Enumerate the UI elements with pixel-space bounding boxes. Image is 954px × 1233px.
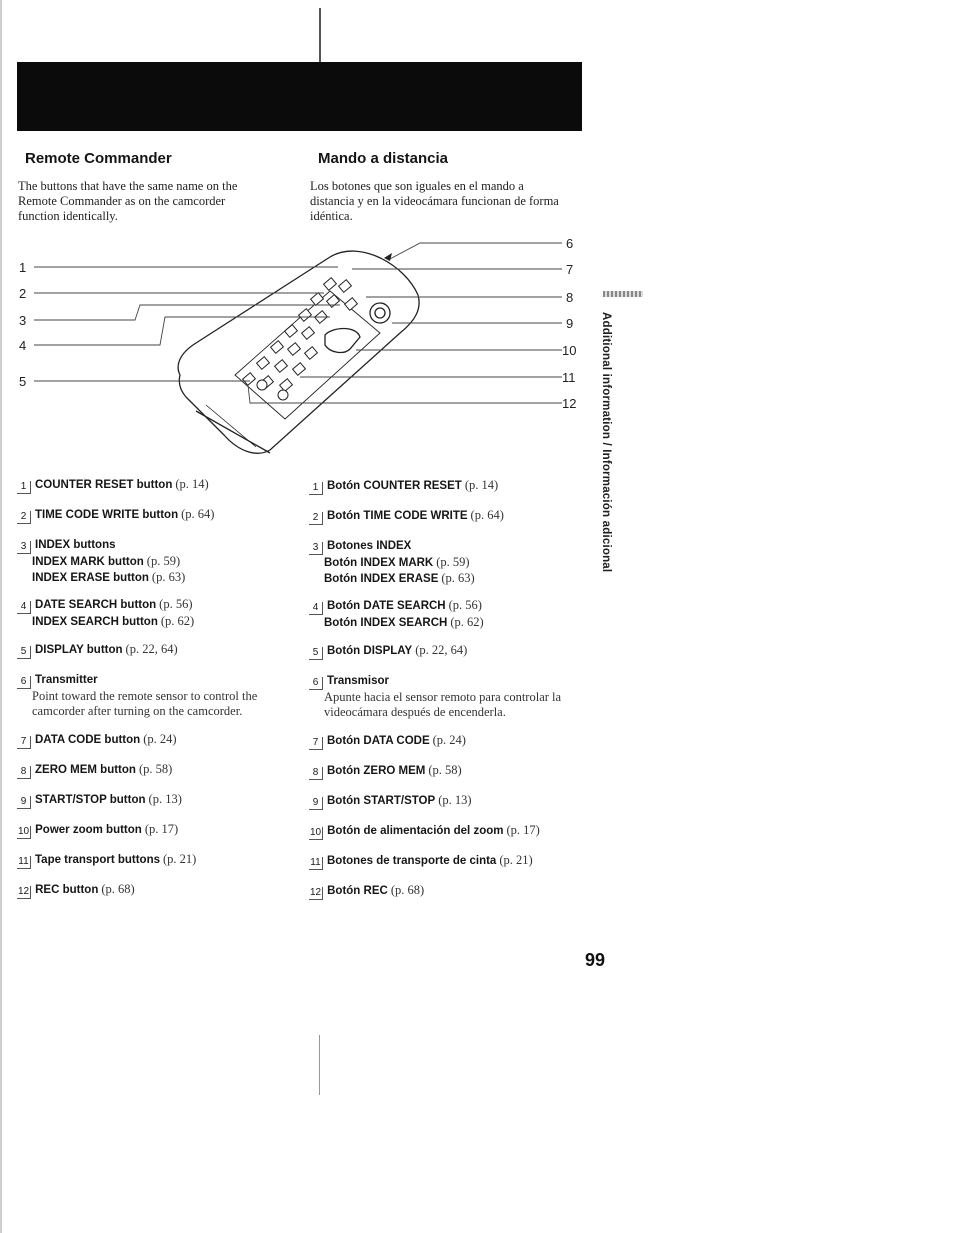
- item-page-ref: (p. 13): [148, 792, 182, 806]
- binding-edge: [0, 0, 2, 1233]
- callout-9: 9: [566, 316, 574, 331]
- item-number: 11: [17, 856, 31, 869]
- list-item: [17, 732, 287, 749]
- item-sub-entry: [17, 614, 287, 630]
- item-number: 1: [17, 481, 31, 494]
- callout-11: 11: [562, 370, 576, 385]
- item-sub-entry: [309, 555, 579, 571]
- intro-en: The buttons that have the same name on the Remote Commander as on the camcorder function identically.: [18, 179, 238, 223]
- list-item: [17, 822, 287, 839]
- list-item: [309, 643, 579, 660]
- callout-5: 5: [19, 374, 27, 389]
- item-sub-page-ref: (p. 62): [450, 615, 484, 629]
- item-label: Botón DATE SEARCH: [327, 600, 446, 612]
- list-item: [17, 792, 287, 809]
- item-page-ref: (p. 14): [464, 478, 499, 492]
- list-item: [17, 537, 287, 586]
- item-label: START/STOP button: [35, 794, 146, 806]
- side-tab-marker: [603, 291, 643, 297]
- item-description: Apunte hacia el sensor remoto para controlar la videocámara después de encenderla.: [324, 690, 562, 719]
- list-item: [17, 852, 287, 869]
- callout-3: 3: [19, 313, 27, 328]
- item-label: Botón de alimentación del zoom: [327, 825, 504, 837]
- item-number: 10: [18, 826, 30, 837]
- item-sub-page-ref: (p. 63): [151, 570, 186, 584]
- item-description: Point toward the remote sensor to control the camcorder after turning on the camcorder.: [32, 689, 258, 718]
- list-item: [309, 823, 579, 840]
- item-sub-page-ref: (p. 59): [436, 555, 470, 569]
- item-number: 2: [309, 512, 323, 525]
- page-number: 99: [585, 950, 606, 970]
- item-number: 9: [309, 797, 323, 810]
- item-sub-entry: [17, 554, 287, 570]
- callout-12: 12: [562, 396, 577, 411]
- list-item: [309, 478, 579, 495]
- item-page-ref: (p. 64): [470, 508, 504, 522]
- power-zoom-rocker: [325, 329, 360, 353]
- section-title-es: Mando a distancia: [318, 150, 449, 167]
- start-stop-button: [370, 303, 390, 323]
- item-page-ref: (p. 24): [143, 732, 177, 746]
- item-sub-label: INDEX ERASE button: [32, 572, 149, 584]
- item-label: COUNTER RESET button: [35, 479, 173, 491]
- item-sub-label: INDEX SEARCH button: [32, 616, 158, 628]
- item-label: Botón ZERO MEM: [327, 765, 426, 777]
- item-page-ref: (p. 14): [175, 477, 209, 491]
- item-number: 11: [309, 857, 323, 870]
- callout-6: 6: [566, 236, 574, 251]
- item-label: Botón START/STOP: [327, 795, 436, 807]
- list-item: [17, 477, 287, 494]
- item-number: 7: [309, 737, 323, 750]
- section-title-en: Remote Commander: [25, 150, 172, 167]
- item-list-es: [309, 478, 589, 898]
- item-number: 5: [309, 647, 323, 660]
- list-item: [17, 882, 287, 899]
- item-sub-label: INDEX MARK button: [32, 556, 144, 568]
- item-page-ref: (p. 22, 64): [125, 642, 178, 656]
- item-label: Power zoom button: [35, 824, 142, 836]
- header-band: [17, 62, 582, 131]
- list-item: [17, 597, 287, 630]
- item-number: 12: [310, 887, 322, 898]
- crop-mark-bottom: [319, 1035, 320, 1095]
- item-number: 7: [17, 736, 31, 749]
- item-page-ref: (p. 13): [438, 793, 472, 807]
- list-item: [309, 508, 579, 525]
- list-item: [17, 642, 287, 659]
- crop-mark-top: [319, 8, 321, 63]
- callout-7: 7: [566, 262, 574, 277]
- item-number: 8: [309, 767, 323, 780]
- item-number: 4: [17, 601, 31, 614]
- item-label: DISPLAY button: [35, 644, 123, 656]
- list-item: [309, 763, 579, 780]
- callout-4: 4: [19, 338, 27, 353]
- item-number: 4: [309, 602, 323, 615]
- item-page-ref: (p. 24): [432, 733, 466, 747]
- callout-1: 1: [19, 260, 27, 275]
- callout-2: 2: [19, 286, 27, 301]
- item-number: 8: [17, 766, 31, 779]
- item-label: INDEX buttons: [35, 539, 116, 551]
- item-label: Botón REC: [327, 885, 388, 897]
- item-label: DATA CODE button: [35, 734, 141, 746]
- item-number: 1: [309, 482, 323, 495]
- item-label: Botón DATA CODE: [327, 735, 430, 747]
- callout-8: 8: [566, 290, 574, 305]
- item-page-ref: (p. 56): [448, 598, 482, 612]
- remote-diagram: [0, 225, 600, 460]
- list-item: [309, 883, 579, 900]
- item-number: 2: [17, 511, 31, 524]
- list-item: [17, 507, 287, 524]
- list-item: [309, 538, 579, 587]
- item-sub-entry: [17, 570, 287, 586]
- item-sub-page-ref: (p. 62): [160, 614, 195, 628]
- item-label: Botón TIME CODE WRITE: [327, 510, 468, 522]
- item-sub-page-ref: (p. 63): [441, 571, 475, 585]
- item-label: Botones INDEX: [327, 540, 412, 552]
- item-page-ref: (p. 56): [159, 597, 193, 611]
- item-list-en: [17, 477, 297, 897]
- item-number: 6: [309, 677, 323, 690]
- item-number: 9: [17, 796, 31, 809]
- item-number: 5: [17, 646, 31, 659]
- item-number: 10: [310, 827, 322, 838]
- remote-body: [178, 251, 419, 453]
- item-page-ref: (p. 68): [101, 882, 135, 896]
- item-label: DATE SEARCH button: [35, 599, 157, 611]
- intro-es: Los botones que son iguales en el mando a distancia y en la videocámara funcionan de forma idéntica.: [310, 179, 559, 223]
- item-label: Transmitter: [35, 674, 98, 686]
- item-sub-label: Botón INDEX ERASE: [324, 573, 439, 585]
- item-page-ref: (p. 17): [144, 822, 179, 836]
- item-page-ref: (p. 68): [390, 883, 425, 897]
- list-item: [17, 762, 287, 779]
- item-label: ZERO MEM button: [35, 764, 136, 776]
- item-label: REC button: [35, 884, 99, 896]
- button-grid: [243, 278, 358, 400]
- leader-lines: [34, 243, 562, 403]
- list-item: [309, 673, 579, 720]
- list-item: [309, 793, 579, 810]
- item-number: 3: [309, 542, 323, 555]
- list-item: [309, 733, 579, 750]
- item-page-ref: (p. 64): [181, 507, 215, 521]
- item-number: 6: [17, 676, 31, 689]
- item-page-ref: (p. 17): [506, 823, 540, 837]
- item-label: Tape transport buttons: [35, 854, 161, 866]
- item-label: TIME CODE WRITE button: [35, 509, 179, 521]
- item-label: Botones de transporte de cinta: [327, 855, 497, 867]
- item-sub-entry: [309, 615, 579, 631]
- item-label: Botón DISPLAY: [327, 645, 413, 657]
- item-number: 12: [18, 886, 30, 897]
- item-number: 3: [17, 541, 31, 554]
- item-page-ref: (p. 22, 64): [415, 643, 468, 657]
- list-item: [309, 853, 579, 870]
- callout-10: 10: [562, 343, 577, 358]
- item-page-ref: (p. 58): [428, 763, 462, 777]
- list-item: [17, 672, 287, 719]
- side-tab: [596, 312, 614, 573]
- item-sub-label: Botón INDEX MARK: [324, 557, 434, 569]
- item-sub-label: Botón INDEX SEARCH: [324, 617, 448, 629]
- list-item: [309, 598, 579, 631]
- item-sub-page-ref: (p. 59): [146, 554, 181, 568]
- item-sub-entry: [309, 571, 579, 587]
- item-page-ref: (p. 21): [163, 852, 197, 866]
- item-label: Botón COUNTER RESET: [327, 480, 462, 492]
- side-tab-label: Additional information / Información adicional: [600, 312, 612, 573]
- item-page-ref: (p. 21): [499, 853, 533, 867]
- item-page-ref: (p. 58): [138, 762, 173, 776]
- item-label: Transmisor: [327, 675, 389, 687]
